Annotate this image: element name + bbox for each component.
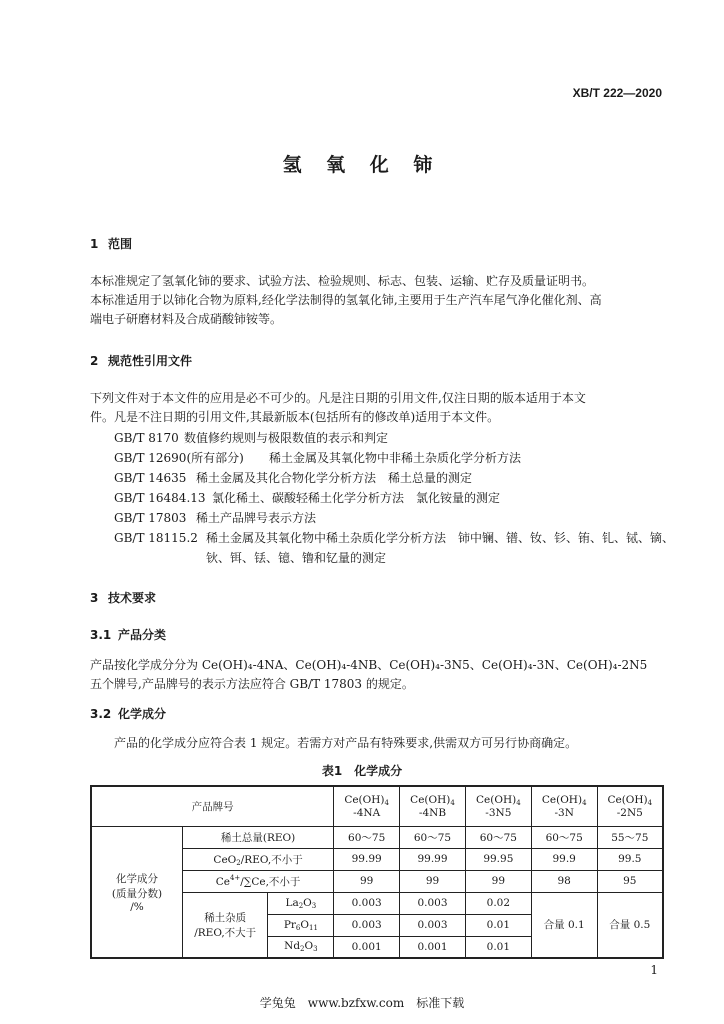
table-cell: 99.95 [465,848,531,870]
reference-title: 稀土金属及其化合物化学分析方法 稀土总量的测定 [196,471,473,485]
reference-code: GB/T 12690(所有部分) [114,451,244,465]
section-number: 1 [90,237,99,251]
table-row [91,786,663,826]
section-1-body [90,272,670,329]
table-cell: 0.01 [465,936,531,958]
reference-title-cont: 钬、铒、铥、镱、镥和钇量的测定 [206,551,387,565]
section-1-heading [90,235,132,252]
section-3-2-heading [90,705,166,722]
paragraph-cont: 件。凡是不注日期的引用文件,其最新版本(包括所有的修改单)适用于本文件。 [90,410,500,424]
table-cell: 0.02 [465,892,531,914]
table-cell: 60～75 [334,826,400,848]
table-cell: 99.5 [597,848,663,870]
reference-code: GB/T 16484.13 [114,491,206,505]
section-2-intro [90,389,670,427]
reference-code: GB/T 17803 [114,511,187,525]
section-3-heading [90,589,156,606]
section-number: 3.1 [90,628,112,642]
grade-cell: $Ce(OH)_4$ -4NB [400,786,466,826]
grade-cell: $Ce(OH)_4$ -3N5 [465,786,531,826]
grade-cell: $Ce(OH)_4$ -4NA [334,786,400,826]
section-2-heading [90,352,192,369]
reference-title: 稀土金属及其氧化物中非稀土杂质化学分析方法 [269,451,522,465]
paragraph: 产品按化学成分分为 Ce(OH)₄-4NA、Ce(OH)₄-4NB、Ce(OH)₄-3N5、Ce(OH)₄-3N、Ce(OH)₄-2N5 [90,658,648,672]
section-title: 化学成分 [118,707,167,721]
table-cell: 合量 0.1 [531,892,597,958]
reference-title: 氯化稀土、碳酸轻稀土化学分析方法 氯化铵量的测定 [212,491,501,505]
reference-code: GB/T 14635 [114,471,187,485]
reference-item [114,528,674,548]
section-number: 2 [90,354,99,368]
table-cell: 60～75 [465,826,531,848]
paragraph-cont: 五个牌号,产品牌号的表示方法应符合 GB/T 17803 的规定。 [90,677,414,691]
page-number: 1 [650,963,658,977]
table-cell: 0.003 [400,892,466,914]
table-cell: 合量 0.5 [597,892,663,958]
table-cell: 99 [334,870,400,892]
paragraph: 本标准适用于以铈化合物为原料,经化学法制得的氢氧化铈,主要用于生产汽车尾气净化催化剂、高 [90,293,602,307]
table-row [91,826,663,848]
table-cell: 99.99 [334,848,400,870]
row-label: CeO$_2$/REO,不小于 [182,848,333,870]
table-cell: 0.003 [334,892,400,914]
reference-code: GB/T 18115.2 [114,531,198,545]
grade-header: 产品牌号 [91,786,334,826]
table-cell: 99 [400,870,466,892]
section-title: 范围 [108,237,133,251]
table-cell: 0.001 [334,936,400,958]
table-cell: 0.001 [400,936,466,958]
table-cell: 99.9 [531,848,597,870]
reference-title: 数值修约规则与极限数值的表示和判定 [184,431,389,445]
table-cell: 95 [597,870,663,892]
table-cell: 0.003 [334,914,400,936]
table-cell: 60～75 [400,826,466,848]
reference-code: GB/T 8170 [114,431,179,445]
reference-title: 稀土产品牌号表示方法 [196,511,317,525]
table-cell: 60～75 [531,826,597,848]
oxide-label: $La_2O_3$ [268,892,334,914]
table-cell: 99 [465,870,531,892]
section-3-1-body [90,656,680,694]
impurity-label: 稀土杂质 /REO,不大于 [182,892,268,958]
oxide-label: $Pr_6O_{11}$ [268,914,334,936]
watermark-text: 学兔兔 www.bzfxw.com 标准下载 [259,996,465,1010]
row-label: $Ce^{4+}/\sum Ce$,不小于 [182,870,333,892]
reference-list [114,428,674,568]
table-cell: 98 [531,870,597,892]
paragraph: 下列文件对于本文件的应用是必不可少的。凡是注日期的引用文件,仅注日期的版本适用于本文 [90,391,586,405]
paragraph-cont: 端电子研磨材料及合成硝酸铈铵等。 [90,312,283,326]
reference-item [114,428,674,448]
group-label: 化学成分 (质量分数) /% [91,826,182,958]
reference-item [114,508,674,528]
grade-cell: $Ce(OH)_4$ -2N5 [597,786,663,826]
table-caption: 表1 化学成分 [321,764,403,778]
section-title: 技术要求 [108,591,157,605]
table-cell: 55～75 [597,826,663,848]
reference-item [114,468,674,488]
table-cell: 0.003 [400,914,466,936]
reference-item [114,488,674,508]
chemical-composition-table [90,785,664,959]
table-cell: 99.99 [400,848,466,870]
standard-code: XB/T 222—2020 [572,86,662,100]
row-label: 稀土总量(REO) [182,826,333,848]
table-cell: 0.01 [465,914,531,936]
section-title: 产品分类 [118,628,167,642]
section-3-1-heading [90,626,166,643]
reference-title: 稀土金属及其氧化物中稀土杂质化学分析方法 铈中镧、镨、钕、钐、铕、钆、铽、镝、 [206,531,675,545]
grade-cell: $Ce(OH)_4$ -3N [531,786,597,826]
section-number: 3.2 [90,707,112,721]
reference-item [114,448,674,468]
section-3-2-body: 产品的化学成分应符合表 1 规定。若需方对产品有特殊要求,供需双方可另行协商确定。 [114,736,578,750]
oxide-label: $Nd_2O_3$ [268,936,334,958]
document-title: 氢 氧 化 铈 [282,154,442,176]
paragraph: 本标准规定了氢氧化铈的要求、试验方法、检验规则、标志、包装、运输、贮存及质量证明书。 [90,274,595,288]
section-number: 3 [90,591,99,605]
section-title: 规范性引用文件 [108,354,193,368]
